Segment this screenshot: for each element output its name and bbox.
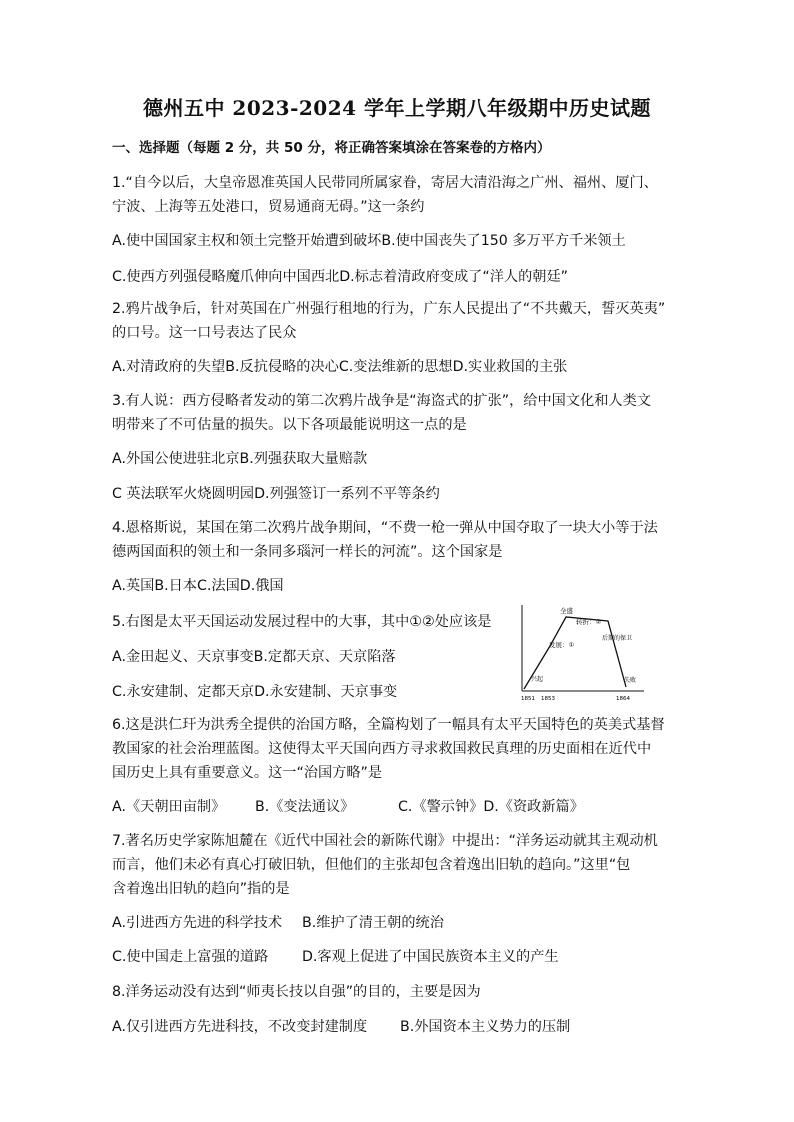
q6-option-b: B.《变法通议》 (255, 799, 355, 815)
q6-option-c: C.《警示钟》 (398, 799, 484, 815)
q4-option-c: C.法国 (196, 578, 240, 594)
q1-stem-line1: 1.“自今以后，大皇帝恩准英国人民带同所属家眷，寄居大清沿海之广州、福州、厦门、 (112, 175, 658, 191)
q1-option-b: B.使中国丧失了150 多万平方千米领土 (381, 233, 626, 249)
q3-options-row1 (112, 448, 367, 468)
q8-stem: 8.洋务运动没有达到“师夷长技以自强”的目的，主要是因为 (112, 984, 481, 1000)
q3-stem-line1: 3.有人说：西方侵略者发动的第二次鸦片战争是“海盗式的扩张”，给中国文化和人类文 (112, 393, 651, 409)
year-1864: 1864 (616, 696, 630, 702)
q2-options (112, 356, 567, 376)
q7-option-d: D.客观上促进了中国民族资本主义的产生 (302, 949, 559, 965)
label-failure: 失败 (624, 677, 637, 684)
q3-option-b: B.列强获取大量赔款 (239, 451, 368, 467)
q4-options (112, 575, 284, 595)
page-title: 德州五中 2023-2024 学年上学期八年级期中历史试题 (142, 96, 652, 120)
q3-options-row2 (112, 483, 440, 503)
taiping-chart (516, 603, 646, 703)
year-1851: 1851 (521, 696, 535, 702)
q1-option-c: C.使西方列强侵略魔爪伸向中国西北 (112, 269, 340, 285)
q2-option-d: D.实业救国的主张 (452, 359, 568, 375)
q2-option-c: C.变法维新的思想 (338, 359, 453, 375)
q4-option-d: D.俄国 (239, 578, 284, 594)
q8-option-b: B.外国资本主义势力的压制 (400, 1019, 571, 1035)
q4-option-b: B.日本 (154, 578, 197, 594)
q6-option-a: A.《天朝田亩制》 (112, 799, 226, 815)
q6-stem-line3: 国历史上具有重要意义。这一“治国方略”是 (112, 765, 383, 781)
q7-option-a: A.引进西方先进的科学技术 (112, 915, 283, 931)
q5-options-row2 (112, 681, 397, 701)
q1-option-a: A.使中国国家主权和领土完整开始遭到破坏 (112, 233, 382, 249)
label-peak: 全盛 (560, 607, 573, 615)
q5-option-c: C.永安建制、定都天京 (112, 684, 255, 700)
q2-stem-line2: 的口号。这一口号表达了民众 (112, 325, 297, 341)
label-development: 发展：① (549, 641, 575, 649)
q6-stem-line1: 6.这是洪仁玕为洪秀全提供的治国方略，全篇构划了一幅具有太平天国特色的英美式基督 (112, 717, 665, 733)
q1-option-d: D.标志着清政府变成了“洋人的朝廷” (339, 269, 568, 285)
label-turning-point: 转折：② (576, 618, 602, 626)
taiping-chart-svg (516, 603, 646, 703)
q6-stem-line2: 教国家的社会治理蓝图。这使得太平天国向西方寻求救国救民真理的历史面相在近代中 (112, 741, 652, 757)
q7-options-row2 (112, 946, 559, 966)
q2-option-b: B.反抗侵略的决心 (225, 359, 339, 375)
q5-stem: 5.右图是太平天国运动发展过程中的大事，其中①②处应该是 (112, 614, 492, 630)
q8-option-a: A.仅引进西方先进科技，不改变封建制度 (112, 1019, 368, 1035)
section-heading: 一、选择题（每题 2 分，共 50 分，将正确答案填涂在答案卷的方格内） (112, 140, 551, 156)
q4-stem-line1: 4.恩格斯说，某国在第二次鸦片战争期间，“不费一枪一弹从中国夺取了一块大小等于法 (112, 520, 658, 536)
q7-option-c: C.使中国走上富强的道路 (112, 949, 269, 965)
q7-stem-line1: 7.著名历史学家陈旭麓在《近代中国社会的新陈代谢》中提出：“洋务运动就其主观动机 (112, 833, 658, 849)
q3-option-c: C 英法联军火烧圆明园 (112, 486, 255, 502)
q8-options (112, 1016, 570, 1036)
q2-stem-line1: 2.鸦片战争后，针对英国在广州强行租地的行为，广东人民提出了“不共戴天，誓灭英夷” (112, 301, 666, 317)
q2-option-a: A.对清政府的失望 (112, 359, 226, 375)
q3-option-a: A.外国公使进驻北京 (112, 451, 240, 467)
q5-option-a: A.金田起义、天京事变 (112, 649, 254, 665)
q4-option-a: A.英国 (112, 578, 155, 594)
q7-options-row1 (112, 912, 444, 932)
label-late-defense: 后期的保卫 (602, 635, 633, 642)
q4-stem-line2: 德两国面积的领土和一条同多瑙河一样长的河流”。这个国家是 (112, 544, 503, 560)
q1-options-row2 (112, 266, 568, 286)
q5-option-b: B.定都天京、天京陷落 (253, 649, 396, 665)
q3-stem-line2: 明带来了不可估量的损失。以下各项最能说明这一点的是 (112, 417, 467, 433)
q6-options (112, 796, 584, 816)
q6-option-d: D.《资政新篇》 (483, 799, 584, 815)
year-1853: 1853 (541, 696, 555, 702)
q3-option-d: D.列强签订一系列不平等条约 (254, 486, 440, 502)
q1-stem-line2: 宁波、上海等五处港口，贸易通商无碍。”这一条约 (112, 199, 425, 215)
q5-option-d: D.永安建制、天京事变 (254, 684, 398, 700)
q7-stem-line3: 含着逸出旧轨的趋向”指的是 (112, 881, 290, 897)
q7-option-b: B.维护了清王朝的统治 (302, 915, 444, 931)
q7-stem-line2: 而言，他们未必有真心打破旧轨，但他们的主张却包含着逸出旧轨的趋向。”这里“包 (112, 857, 631, 873)
label-rise: 兴起 (531, 676, 544, 683)
q5-options-row1 (112, 646, 396, 666)
q1-options-row1 (112, 230, 626, 250)
